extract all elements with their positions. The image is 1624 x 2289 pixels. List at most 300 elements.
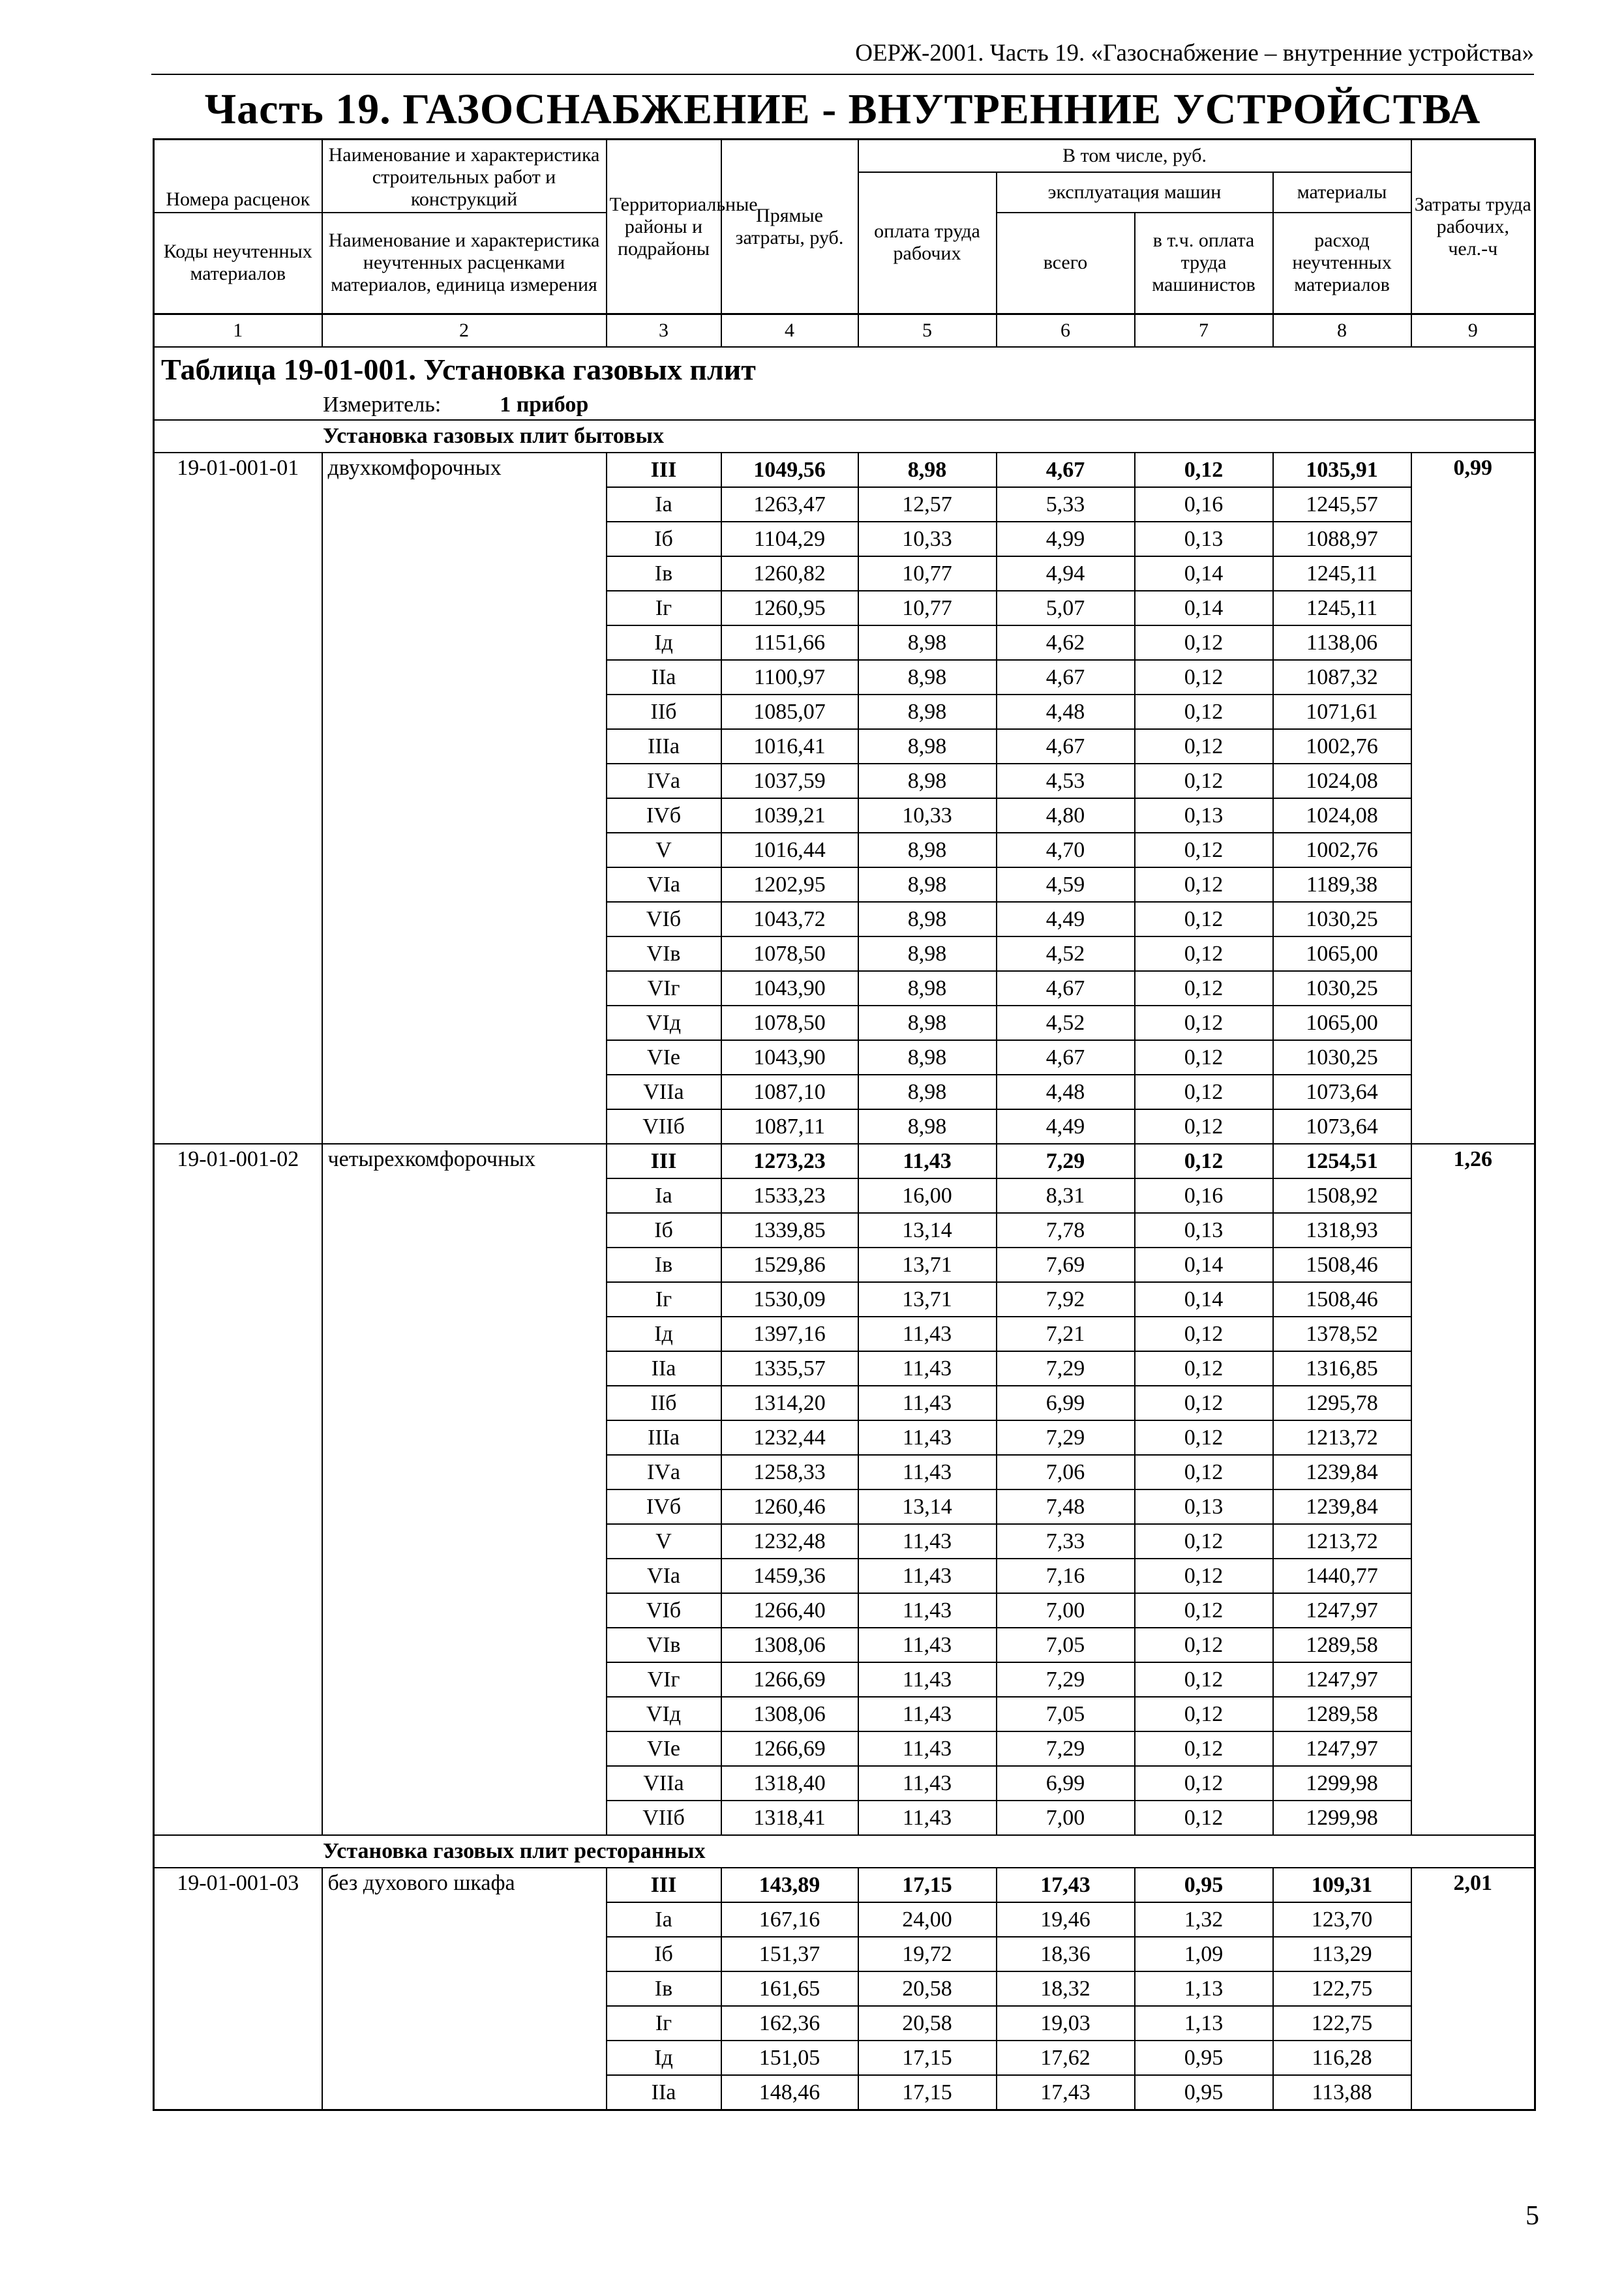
cell-direct-cost: 167,16 xyxy=(721,1902,858,1937)
cell-machinist-wages: 1,32 xyxy=(1135,1902,1273,1937)
cell-region: Iв xyxy=(607,1248,721,1282)
cell-machinist-wages: 0,12 xyxy=(1135,867,1273,902)
cell-region: Iв xyxy=(607,556,721,591)
cell-machinist-wages: 0,12 xyxy=(1135,1351,1273,1386)
cell-region: Iб xyxy=(607,522,721,556)
cell-machines-total: 7,21 xyxy=(997,1317,1135,1351)
cell-direct-cost: 1260,82 xyxy=(721,556,858,591)
header-direct-costs: Прямые затраты, руб. xyxy=(721,140,858,314)
cell-region: VIб xyxy=(607,1593,721,1628)
cell-wages: 11,43 xyxy=(858,1455,997,1489)
col-number: 6 xyxy=(997,314,1135,348)
cell-wages: 17,15 xyxy=(858,1868,997,1902)
cell-materials: 1245,57 xyxy=(1273,487,1411,522)
cell-direct-cost: 1314,20 xyxy=(721,1386,858,1420)
cell-wages: 8,98 xyxy=(858,660,997,695)
meter-label: Измеритель: xyxy=(323,393,442,417)
cell-machinist-wages: 0,12 xyxy=(1135,1697,1273,1731)
cell-wages: 8,98 xyxy=(858,1040,997,1075)
cell-materials: 1245,11 xyxy=(1273,591,1411,625)
cell-materials: 1065,00 xyxy=(1273,936,1411,971)
cell-direct-cost: 1266,69 xyxy=(721,1731,858,1766)
header-machines: эксплуатация машин xyxy=(997,172,1273,213)
cell-machinist-wages: 0,12 xyxy=(1135,1662,1273,1697)
cell-wages: 11,43 xyxy=(858,1144,997,1178)
cell-direct-cost: 1339,85 xyxy=(721,1213,858,1248)
cell-wages: 8,98 xyxy=(858,833,997,867)
cell-direct-cost: 1039,21 xyxy=(721,798,858,833)
cell-wages: 17,15 xyxy=(858,2075,997,2110)
cell-direct-cost: 1043,72 xyxy=(721,902,858,936)
col-number: 4 xyxy=(721,314,858,348)
cell-direct-cost: 1087,10 xyxy=(721,1075,858,1109)
cell-machines-total: 7,33 xyxy=(997,1524,1135,1559)
cell-machinist-wages: 0,13 xyxy=(1135,1489,1273,1524)
header-wages: оплата труда рабочих xyxy=(858,172,997,314)
rate-code: 19-01-001-03 xyxy=(154,1868,322,2110)
cell-direct-cost: 1151,66 xyxy=(721,625,858,660)
cell-region: IVа xyxy=(607,1455,721,1489)
cell-wages: 10,33 xyxy=(858,798,997,833)
cell-wages: 8,98 xyxy=(858,1109,997,1144)
rates-table xyxy=(153,138,1536,2111)
cell-region: VIIб xyxy=(607,1109,721,1144)
cell-machinist-wages: 0,12 xyxy=(1135,1317,1273,1351)
cell-machines-total: 4,48 xyxy=(997,1075,1135,1109)
cell-machinist-wages: 0,12 xyxy=(1135,453,1273,487)
col-number: 3 xyxy=(607,314,721,348)
cell-wages: 17,15 xyxy=(858,2041,997,2075)
cell-direct-cost: 1308,06 xyxy=(721,1697,858,1731)
cell-direct-cost: 1318,41 xyxy=(721,1801,858,1835)
header-materials: материалы xyxy=(1273,172,1411,213)
cell-direct-cost: 1318,40 xyxy=(721,1766,858,1801)
cell-machinist-wages: 0,12 xyxy=(1135,1593,1273,1628)
header-machinist-wages: в т.ч. оплата труда машинистов xyxy=(1135,213,1273,314)
cell-wages: 24,00 xyxy=(858,1902,997,1937)
labor-cost: 2,01 xyxy=(1411,1868,1535,2110)
cell-machines-total: 4,52 xyxy=(997,936,1135,971)
cell-materials: 1002,76 xyxy=(1273,729,1411,764)
cell-materials: 113,29 xyxy=(1273,1937,1411,1971)
cell-wages: 11,43 xyxy=(858,1593,997,1628)
cell-region: VIд xyxy=(607,1697,721,1731)
cell-machines-total: 4,53 xyxy=(997,764,1135,798)
cell-machines-total: 19,03 xyxy=(997,2006,1135,2041)
cell-machines-total: 7,06 xyxy=(997,1455,1135,1489)
cell-materials: 1378,52 xyxy=(1273,1317,1411,1351)
cell-direct-cost: 1260,46 xyxy=(721,1489,858,1524)
cell-region: Iг xyxy=(607,1282,721,1317)
cell-wages: 10,77 xyxy=(858,556,997,591)
cell-machines-total: 5,07 xyxy=(997,591,1135,625)
cell-materials: 1299,98 xyxy=(1273,1801,1411,1835)
cell-wages: 11,43 xyxy=(858,1559,997,1593)
cell-region: V xyxy=(607,833,721,867)
cell-machinist-wages: 0,12 xyxy=(1135,1109,1273,1144)
cell-direct-cost: 1533,23 xyxy=(721,1178,858,1213)
cell-materials: 123,70 xyxy=(1273,1902,1411,1937)
cell-region: Iг xyxy=(607,2006,721,2041)
cell-machines-total: 4,49 xyxy=(997,1109,1135,1144)
cell-materials: 1071,61 xyxy=(1273,695,1411,729)
cell-region: Iд xyxy=(607,2041,721,2075)
cell-materials: 1254,51 xyxy=(1273,1144,1411,1178)
cell-machinist-wages: 0,14 xyxy=(1135,1282,1273,1317)
col-number: 8 xyxy=(1273,314,1411,348)
cell-machinist-wages: 0,16 xyxy=(1135,1178,1273,1213)
cell-materials: 1245,11 xyxy=(1273,556,1411,591)
cell-wages: 8,98 xyxy=(858,902,997,936)
cell-materials: 1318,93 xyxy=(1273,1213,1411,1248)
cell-wages: 13,71 xyxy=(858,1282,997,1317)
cell-wages: 8,98 xyxy=(858,936,997,971)
cell-machinist-wages: 0,12 xyxy=(1135,1731,1273,1766)
cell-region: Iб xyxy=(607,1937,721,1971)
cell-direct-cost: 1087,11 xyxy=(721,1109,858,1144)
cell-machinist-wages: 1,13 xyxy=(1135,1971,1273,2006)
cell-materials: 1073,64 xyxy=(1273,1109,1411,1144)
cell-materials: 1239,84 xyxy=(1273,1489,1411,1524)
cell-machinist-wages: 0,12 xyxy=(1135,1801,1273,1835)
cell-region: VIIб xyxy=(607,1801,721,1835)
cell-direct-cost: 161,65 xyxy=(721,1971,858,2006)
cell-wages: 11,43 xyxy=(858,1766,997,1801)
cell-machinist-wages: 0,95 xyxy=(1135,2041,1273,2075)
cell-region: VIе xyxy=(607,1040,721,1075)
meter-row xyxy=(154,391,1535,420)
cell-materials: 1030,25 xyxy=(1273,971,1411,1006)
cell-wages: 13,14 xyxy=(858,1213,997,1248)
cell-region: V xyxy=(607,1524,721,1559)
cell-materials: 122,75 xyxy=(1273,1971,1411,2006)
cell-region: Iа xyxy=(607,1178,721,1213)
cell-region: VIб xyxy=(607,902,721,936)
page-number: 5 xyxy=(1526,2201,1539,2231)
work-name: двухкомфорочных xyxy=(322,453,607,1144)
cell-wages: 20,58 xyxy=(858,1971,997,2006)
cell-region: Iа xyxy=(607,1902,721,1937)
cell-region: Iа xyxy=(607,487,721,522)
cell-direct-cost: 1459,36 xyxy=(721,1559,858,1593)
cell-direct-cost: 1266,69 xyxy=(721,1662,858,1697)
cell-direct-cost: 143,89 xyxy=(721,1868,858,1902)
cell-machinist-wages: 0,95 xyxy=(1135,2075,1273,2110)
table-row xyxy=(154,1144,1535,1178)
header-material-codes: Коды неучтенных материалов xyxy=(154,213,322,314)
cell-region: IVа xyxy=(607,764,721,798)
cell-machinist-wages: 0,12 xyxy=(1135,1766,1273,1801)
cell-direct-cost: 1529,86 xyxy=(721,1248,858,1282)
cell-wages: 8,98 xyxy=(858,453,997,487)
cell-wages: 13,71 xyxy=(858,1248,997,1282)
cell-wages: 13,14 xyxy=(858,1489,997,1524)
cell-direct-cost: 1037,59 xyxy=(721,764,858,798)
cell-direct-cost: 1273,23 xyxy=(721,1144,858,1178)
cell-machinist-wages: 0,12 xyxy=(1135,936,1273,971)
cell-materials: 1024,08 xyxy=(1273,798,1411,833)
cell-machinist-wages: 0,12 xyxy=(1135,1040,1273,1075)
cell-direct-cost: 1043,90 xyxy=(721,971,858,1006)
cell-machinist-wages: 0,12 xyxy=(1135,1455,1273,1489)
cell-machinist-wages: 0,12 xyxy=(1135,1144,1273,1178)
cell-materials: 1213,72 xyxy=(1273,1420,1411,1455)
cell-wages: 8,98 xyxy=(858,1075,997,1109)
cell-wages: 19,72 xyxy=(858,1937,997,1971)
cell-materials: 1002,76 xyxy=(1273,833,1411,867)
cell-region: III xyxy=(607,1868,721,1902)
cell-machines-total: 7,78 xyxy=(997,1213,1135,1248)
cell-machines-total: 4,62 xyxy=(997,625,1135,660)
cell-materials: 1295,78 xyxy=(1273,1386,1411,1420)
cell-materials: 1138,06 xyxy=(1273,625,1411,660)
cell-materials: 1316,85 xyxy=(1273,1351,1411,1386)
cell-machinist-wages: 0,12 xyxy=(1135,1559,1273,1593)
cell-region: IIIа xyxy=(607,729,721,764)
cell-region: IIа xyxy=(607,2075,721,2110)
cell-direct-cost: 1266,40 xyxy=(721,1593,858,1628)
cell-region: VIIа xyxy=(607,1075,721,1109)
cell-materials: 113,88 xyxy=(1273,2075,1411,2110)
cell-materials: 1508,92 xyxy=(1273,1178,1411,1213)
cell-region: IIб xyxy=(607,695,721,729)
cell-region: Iг xyxy=(607,591,721,625)
cell-region: VIIа xyxy=(607,1766,721,1801)
cell-region: VIв xyxy=(607,936,721,971)
cell-machines-total: 7,29 xyxy=(997,1662,1135,1697)
cell-direct-cost: 151,37 xyxy=(721,1937,858,1971)
cell-materials: 1247,97 xyxy=(1273,1731,1411,1766)
group-subheading: Установка газовых плит ресторанных xyxy=(154,1835,1535,1868)
cell-materials: 1247,97 xyxy=(1273,1662,1411,1697)
labor-cost: 0,99 xyxy=(1411,453,1535,1144)
cell-materials: 1289,58 xyxy=(1273,1628,1411,1662)
cell-wages: 11,43 xyxy=(858,1317,997,1351)
rate-code: 19-01-001-01 xyxy=(154,453,322,1144)
cell-materials: 1239,84 xyxy=(1273,1455,1411,1489)
cell-materials: 122,75 xyxy=(1273,2006,1411,2041)
cell-materials: 1189,38 xyxy=(1273,867,1411,902)
cell-machines-total: 6,99 xyxy=(997,1386,1135,1420)
cell-wages: 8,98 xyxy=(858,764,997,798)
cell-materials: 1247,97 xyxy=(1273,1593,1411,1628)
cell-wages: 11,43 xyxy=(858,1420,997,1455)
cell-region: VIе xyxy=(607,1731,721,1766)
cell-materials: 1508,46 xyxy=(1273,1282,1411,1317)
cell-machines-total: 4,99 xyxy=(997,522,1135,556)
cell-machines-total: 4,67 xyxy=(997,1040,1135,1075)
cell-region: III xyxy=(607,1144,721,1178)
group-subheading: Установка газовых плит бытовых xyxy=(154,420,1535,453)
meter-value: 1 прибор xyxy=(500,393,589,417)
cell-direct-cost: 1049,56 xyxy=(721,453,858,487)
cell-direct-cost: 1258,33 xyxy=(721,1455,858,1489)
cell-machines-total: 8,31 xyxy=(997,1178,1135,1213)
cell-machinist-wages: 0,12 xyxy=(1135,1628,1273,1662)
cell-machinist-wages: 1,13 xyxy=(1135,2006,1273,2041)
cell-wages: 12,57 xyxy=(858,487,997,522)
cell-direct-cost: 151,05 xyxy=(721,2041,858,2075)
cell-direct-cost: 1104,29 xyxy=(721,522,858,556)
cell-machines-total: 4,94 xyxy=(997,556,1135,591)
cell-wages: 11,43 xyxy=(858,1524,997,1559)
cell-machines-total: 4,67 xyxy=(997,971,1135,1006)
col-number: 5 xyxy=(858,314,997,348)
cell-machinist-wages: 0,14 xyxy=(1135,591,1273,625)
header-works-name: Наименование и характеристика строительных работ и конструкций xyxy=(322,140,607,213)
cell-wages: 8,98 xyxy=(858,625,997,660)
cell-wages: 10,77 xyxy=(858,591,997,625)
header-labor-costs: Затраты труда рабочих, чел.-ч xyxy=(1411,140,1535,314)
cell-wages: 8,98 xyxy=(858,971,997,1006)
cell-region: IIIа xyxy=(607,1420,721,1455)
rate-code: 19-01-001-02 xyxy=(154,1144,322,1835)
header-unaccounted-materials: расход неучтенных материалов xyxy=(1273,213,1411,314)
cell-region: Iд xyxy=(607,625,721,660)
header-rate-numbers: Номера расценок xyxy=(154,140,322,213)
cell-direct-cost: 1078,50 xyxy=(721,1006,858,1040)
running-head: ОЕРЖ-2001. Часть 19. «Газоснабжение – внутренние устройства» xyxy=(151,39,1534,75)
col-number: 9 xyxy=(1411,314,1535,348)
cell-wages: 8,98 xyxy=(858,729,997,764)
header-including: В том числе, руб. xyxy=(858,140,1411,172)
cell-wages: 11,43 xyxy=(858,1697,997,1731)
cell-machines-total: 17,62 xyxy=(997,2041,1135,2075)
cell-region: Iв xyxy=(607,1971,721,2006)
cell-machinist-wages: 0,14 xyxy=(1135,556,1273,591)
cell-region: VIа xyxy=(607,867,721,902)
cell-machines-total: 17,43 xyxy=(997,1868,1135,1902)
cell-machinist-wages: 0,12 xyxy=(1135,764,1273,798)
cell-wages: 8,98 xyxy=(858,867,997,902)
cell-machines-total: 7,29 xyxy=(997,1351,1135,1386)
cell-region: VIа xyxy=(607,1559,721,1593)
work-name: четырехкомфорочных xyxy=(322,1144,607,1835)
cell-wages: 11,43 xyxy=(858,1351,997,1386)
cell-machinist-wages: 0,13 xyxy=(1135,798,1273,833)
cell-direct-cost: 1308,06 xyxy=(721,1628,858,1662)
cell-direct-cost: 1202,95 xyxy=(721,867,858,902)
cell-machines-total: 4,70 xyxy=(997,833,1135,867)
work-name: без духового шкафа xyxy=(322,1868,607,2110)
col-number: 1 xyxy=(154,314,322,348)
cell-wages: 11,43 xyxy=(858,1628,997,1662)
cell-machinist-wages: 0,12 xyxy=(1135,1006,1273,1040)
cell-machinist-wages: 0,12 xyxy=(1135,1075,1273,1109)
cell-machines-total: 4,67 xyxy=(997,453,1135,487)
cell-direct-cost: 1016,41 xyxy=(721,729,858,764)
cell-region: VIг xyxy=(607,971,721,1006)
cell-machines-total: 7,29 xyxy=(997,1420,1135,1455)
cell-machines-total: 18,32 xyxy=(997,1971,1135,2006)
cell-machines-total: 7,05 xyxy=(997,1628,1135,1662)
cell-direct-cost: 1043,90 xyxy=(721,1040,858,1075)
cell-direct-cost: 1016,44 xyxy=(721,833,858,867)
cell-materials: 1299,98 xyxy=(1273,1766,1411,1801)
table-row xyxy=(154,1868,1535,1902)
labor-cost: 1,26 xyxy=(1411,1144,1535,1835)
cell-materials: 1073,64 xyxy=(1273,1075,1411,1109)
cell-wages: 11,43 xyxy=(858,1662,997,1697)
cell-machinist-wages: 1,09 xyxy=(1135,1937,1273,1971)
cell-region: Iд xyxy=(607,1317,721,1351)
cell-direct-cost: 1085,07 xyxy=(721,695,858,729)
cell-materials: 1024,08 xyxy=(1273,764,1411,798)
cell-wages: 8,98 xyxy=(858,695,997,729)
cell-machinist-wages: 0,12 xyxy=(1135,695,1273,729)
table-row xyxy=(154,453,1535,487)
cell-machines-total: 4,49 xyxy=(997,902,1135,936)
cell-machines-total: 7,69 xyxy=(997,1248,1135,1282)
cell-region: Iб xyxy=(607,1213,721,1248)
header-machines-total: всего xyxy=(997,213,1135,314)
cell-machinist-wages: 0,14 xyxy=(1135,1248,1273,1282)
cell-machines-total: 7,29 xyxy=(997,1144,1135,1178)
cell-wages: 8,98 xyxy=(858,1006,997,1040)
cell-materials: 1065,00 xyxy=(1273,1006,1411,1040)
cell-machines-total: 6,99 xyxy=(997,1766,1135,1801)
cell-machinist-wages: 0,13 xyxy=(1135,1213,1273,1248)
cell-direct-cost: 1335,57 xyxy=(721,1351,858,1386)
cell-machinist-wages: 0,13 xyxy=(1135,522,1273,556)
cell-materials: 116,28 xyxy=(1273,2041,1411,2075)
cell-materials: 1213,72 xyxy=(1273,1524,1411,1559)
cell-direct-cost: 1232,48 xyxy=(721,1524,858,1559)
cell-wages: 10,33 xyxy=(858,522,997,556)
cell-machines-total: 4,59 xyxy=(997,867,1135,902)
cell-machinist-wages: 0,12 xyxy=(1135,1524,1273,1559)
cell-machines-total: 4,80 xyxy=(997,798,1135,833)
cell-region: VIг xyxy=(607,1662,721,1697)
cell-machinist-wages: 0,12 xyxy=(1135,1386,1273,1420)
cell-region: IIб xyxy=(607,1386,721,1420)
cell-machinist-wages: 0,95 xyxy=(1135,1868,1273,1902)
header-territorial-regions: Территориальные районы и подрайоны xyxy=(607,140,721,314)
cell-direct-cost: 1530,09 xyxy=(721,1282,858,1317)
cell-machines-total: 7,00 xyxy=(997,1593,1135,1628)
cell-machinist-wages: 0,12 xyxy=(1135,1420,1273,1455)
cell-region: III xyxy=(607,453,721,487)
cell-machines-total: 19,46 xyxy=(997,1902,1135,1937)
cell-machinist-wages: 0,12 xyxy=(1135,902,1273,936)
cell-machines-total: 7,00 xyxy=(997,1801,1135,1835)
cell-direct-cost: 162,36 xyxy=(721,2006,858,2041)
cell-machines-total: 7,16 xyxy=(997,1559,1135,1593)
cell-machinist-wages: 0,12 xyxy=(1135,660,1273,695)
cell-wages: 11,43 xyxy=(858,1386,997,1420)
cell-materials: 1030,25 xyxy=(1273,902,1411,936)
cell-machinist-wages: 0,12 xyxy=(1135,625,1273,660)
cell-materials: 1087,32 xyxy=(1273,660,1411,695)
cell-machines-total: 4,67 xyxy=(997,660,1135,695)
cell-wages: 11,43 xyxy=(858,1801,997,1835)
cell-wages: 11,43 xyxy=(858,1731,997,1766)
cell-machines-total: 4,48 xyxy=(997,695,1135,729)
cell-machinist-wages: 0,12 xyxy=(1135,729,1273,764)
cell-region: IIа xyxy=(607,660,721,695)
cell-wages: 20,58 xyxy=(858,2006,997,2041)
header-material-names: Наименование и характеристика неучтенных расценками материалов, единица измерения xyxy=(322,213,607,314)
cell-machines-total: 4,52 xyxy=(997,1006,1135,1040)
cell-direct-cost: 1263,47 xyxy=(721,487,858,522)
cell-materials: 1035,91 xyxy=(1273,453,1411,487)
cell-machines-total: 7,29 xyxy=(997,1731,1135,1766)
cell-machines-total: 18,36 xyxy=(997,1937,1135,1971)
cell-materials: 1508,46 xyxy=(1273,1248,1411,1282)
col-number: 7 xyxy=(1135,314,1273,348)
cell-materials: 1289,58 xyxy=(1273,1697,1411,1731)
cell-materials: 1440,77 xyxy=(1273,1559,1411,1593)
